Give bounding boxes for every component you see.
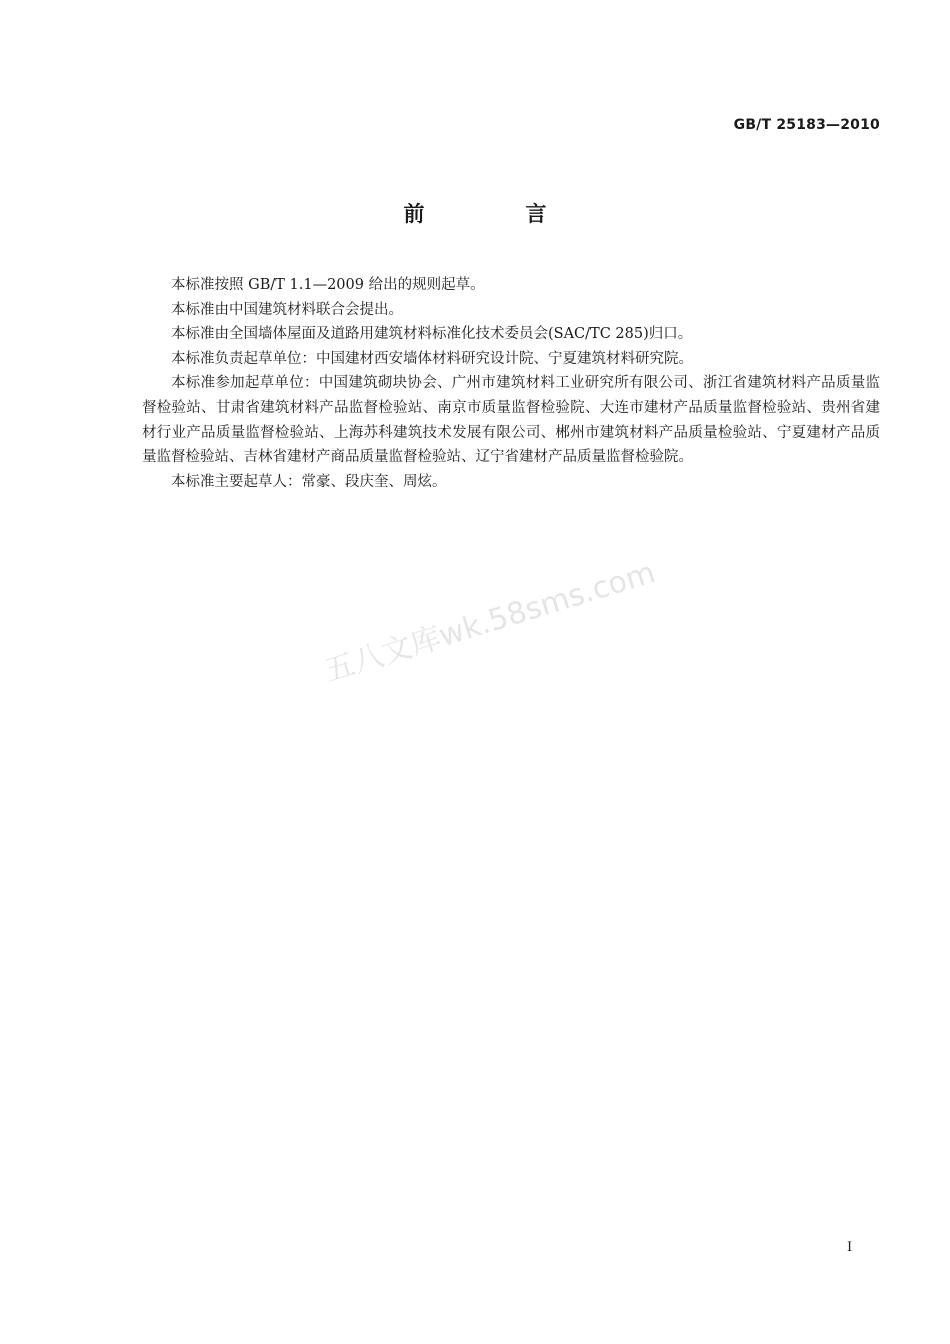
paragraph-lead-drafters: 本标准负责起草单位：中国建材西安墙体材料研究设计院、宁夏建筑材料研究院。 — [171, 350, 693, 367]
paragraph-participating-drafters: 本标准参加起草单位：中国建筑砌块协会、广州市建筑材料工业研究所有限公司、浙江省建筑材料产品质量监督检验站、甘肃省建筑材料产品监督检验站、南京市质量监督检验院、大连市建材产品质量监督检验站、贵州省建材行业产品质量监督检验站、上海苏科建筑技术发展有限公司、郴州市建筑材料产品质量检验站、宁夏建材产品质量监督检验站、吉林省建材产商品质量监督检验站、辽宁省建材产品质量监督检验院。 — [142, 375, 880, 466]
paragraph-main-drafters: 本标准主要起草人：常豪、段庆奎、周炫。 — [171, 473, 447, 490]
watermark: 五八文库wk.58sms.com — [320, 555, 660, 690]
paragraph-drafting-rules: 本标准按照 GB/T 1.1—2009 给出的规则起草。 — [171, 277, 485, 293]
paragraph-proposer: 本标准由中国建筑材料联合会提出。 — [171, 301, 403, 318]
standard-number: GB/T 25183—2010 — [733, 117, 880, 133]
page-number: I — [847, 1240, 853, 1255]
page-title: 前 言 — [403, 202, 587, 226]
paragraph-committee: 本标准由全国墙体屋面及道路用建筑材料标准化技术委员会(SAC/TC 285)归口。 — [171, 326, 693, 343]
document-body — [142, 273, 880, 494]
